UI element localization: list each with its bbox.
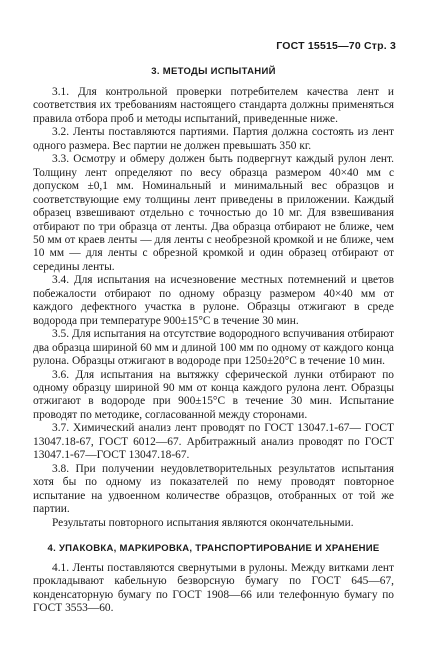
paragraph-3-2: 3.2. Ленты поставляются партиями. Партия должна состоять из лент одного размера. Вес партии не должен превышать 350 кг. — [33, 126, 394, 152]
section-4-title: 4. УПАКОВКА, МАРКИРОВКА, ТРАНСПОРТИРОВАНИЕ И ХРАНЕНИЕ — [47, 542, 380, 554]
paragraph-3-8: 3.8. При получении неудовлетворительных результатов испытания хотя бы по одному из показателей по нему проводят повторное испытание на удвоенном количестве образцов, отобранных от той же партии. — [33, 462, 394, 516]
paragraph-3-5: 3.5. Для испытания на отсутствие водородного вспучивания отбирают два образца шириной 60 мм и длиной 100 мм по одному от каждого конца рулона. Образцы отжигают в водороде при 1250±20°С в течение 10 мин. — [33, 328, 394, 368]
paragraph-3-1: 3.1. Для контрольной проверки потребителем качества лент и соответствия их требованиям настоящего стандарта должны применяться правила отбора проб и методы испытаний, приведенные ниже. — [33, 86, 394, 125]
paragraph-3-6: 3.6. Для испытания на вытяжку сферической лунки отбирают по одному образцу шириной 90 мм от конца каждого рулона лент. Образцы отжигают в водороде при 900±15°С в течение 30 мин. Испытание проводят по методике, согласованной между сторонами. — [33, 368, 394, 421]
paragraph-3-4: 3.4. Для испытания на исчезновение местных потемнений и цветов побежалости отбирают по одному образцу размером 40×40 мм от каждого дефектного участка в рулоне. Образцы отжигают в среде водорода при температуре 900±15°С в течение 30 мин. — [33, 274, 394, 327]
section-3-title: 3. МЕТОДЫ ИСПЫТАНИЙ — [151, 66, 276, 77]
paragraph-3-3: 3.3. Осмотру и обмеру должен быть подвергнут каждый рулон лент. Толщину лент определяют по весу образца размером 40×40 мм с допуском ±0,1 мм. Номинальный и минимальный вес образцов и соответствующие ему толщины лент приведены в приложении. Каждый образец взвешивают отдельно с точностью до 10 мг. Для взвешивания отбирают по три образца от ленты. Два образца отбирают не ближе, чем 50 мм от краев ленты — для ленты с необрезной кромкой и не ближе, чем 10 мм — для ленты с обрезной кромкой и один образец отбирают от середины ленты. — [33, 153, 394, 273]
page-content — [33, 66, 394, 616]
paragraph-3-7: 3.7. Химический анализ лент проводят по ГОСТ 13047.1-67— ГОСТ 13047.18-67, ГОСТ 6012—67. Арбитражный анализ проводят по ГОСТ 13047.1-67—ГОСТ 13047.18-67. — [33, 422, 394, 462]
paragraph-4-1: 4.1. Ленты поставляются свернутыми в рулоны. Между витками лент прокладывают кабельную безворсную бумагу по ГОСТ 645—67, конденсаторную бумагу по ГОСТ 1908—66 или телефонную бумагу по ГОСТ 3553—60. — [33, 561, 394, 615]
paragraph-3-8-result: Результаты повторного испытания являются окончательными. — [52, 516, 354, 529]
page-header: ГОСТ 15515—70 Стр. 3 — [276, 40, 396, 52]
